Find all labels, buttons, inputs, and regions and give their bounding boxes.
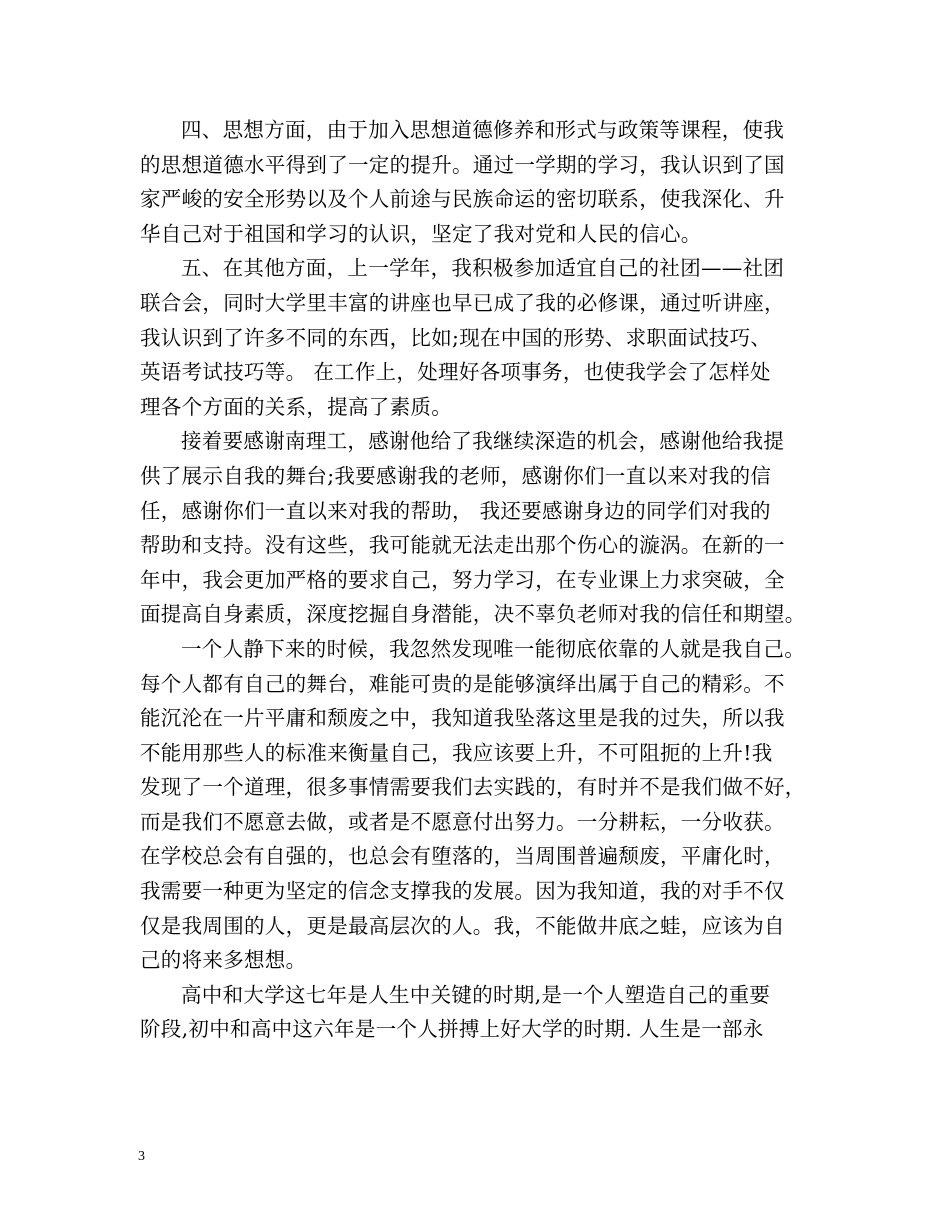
document-body — [140, 113, 814, 1047]
text-line: 而是我们不愿意去做，或者是不愿意付出努力。一分耕耘，一分收获。 — [140, 809, 785, 834]
text-line: 发现了一个道理，很多事情需要我们去实践的，有时并不是我们做不好， — [140, 775, 806, 800]
text-line: 五、在其他方面，上一学年，我积极参加适宜自己的社团——社团 — [181, 256, 785, 281]
text-line: 在学校总会有自强的，也总会有堕落的，当周围普遍颓废，平庸化时， — [140, 844, 785, 869]
text-line: 高中和大学这七年是人生中关键的时期,是一个人塑造自己的重要 — [181, 982, 771, 1007]
paragraph-thanks — [140, 424, 814, 632]
paragraph-ideology — [140, 113, 814, 251]
text-line: 理各个方面的关系，提高了素质。 — [140, 394, 452, 419]
text-line: 我需要一种更为坚定的信念支撑我的发展。因为我知道，我的对手不仅 — [140, 879, 785, 904]
page-number: 3 — [138, 1149, 145, 1164]
text-line: 华自己对于祖国和学习的认识，坚定了我对党和人民的信心。 — [140, 221, 702, 246]
text-line: 面提高自身素质，深度挖掘自身潜能，决不辜负老师对我的信任和期望。 — [140, 602, 806, 627]
text-line: 我认识到了许多不同的东西，比如;现在中国的形势、求职面试技巧、 — [140, 325, 772, 350]
text-line: 英语考试技巧等。 在工作上，处理好各项事务，也使我学会了怎样处 — [140, 360, 771, 385]
paragraph-life-stages — [140, 978, 814, 1047]
text-line: 不能用那些人的标准来衡量自己，我应该要上升，不可阻扼的上升!我 — [140, 740, 773, 765]
text-line: 供了展示自我的舞台;我要感谢我的老师，感谢你们一直以来对我的信 — [140, 463, 772, 488]
paragraph-reflection — [140, 632, 814, 978]
paragraph-other-aspects — [140, 251, 814, 424]
text-line: 每个人都有自己的舞台，难能可贵的是能够演绎出属于自己的精彩。不 — [140, 671, 785, 696]
text-line: 年中，我会更加严格的要求自己，努力学习，在专业课上力求突破，全 — [140, 567, 785, 592]
text-line: 家严峻的安全形势以及个人前途与民族命运的密切联系，使我深化、升 — [140, 187, 785, 212]
text-line: 任，感谢你们一直以来对我的帮助， 我还要感谢身边的同学们对我的 — [140, 498, 771, 523]
text-line: 的思想道德水平得到了一定的提升。通过一学期的学习，我认识到了国 — [140, 152, 785, 177]
text-line: 仅是我周围的人，更是最高层次的人。我，不能做井底之蛙，应该为自 — [140, 913, 785, 938]
text-line: 帮助和支持。没有这些，我可能就无法走出那个伤心的漩涡。在新的一 — [140, 533, 785, 558]
text-line: 联合会，同时大学里丰富的讲座也早已成了我的必修课，通过听讲座， — [140, 290, 785, 315]
text-line: 能沉沦在一片平庸和颓废之中，我知道我坠落这里是我的过失，所以我 — [140, 706, 785, 731]
text-line: 己的将来多想想。 — [140, 948, 307, 973]
text-line: 一个人静下来的时候，我忽然发现唯一能彻底依靠的人就是我自己。 — [181, 636, 805, 661]
text-line: 阶段,初中和高中这六年是一个人拼搏上好大学的时期. 人生是一部永 — [140, 1017, 764, 1042]
text-line: 四、思想方面，由于加入思想道德修养和形式与政策等课程，使我 — [181, 118, 785, 142]
text-line: 接着要感谢南理工，感谢他给了我继续深造的机会，感谢他给我提 — [181, 429, 785, 454]
